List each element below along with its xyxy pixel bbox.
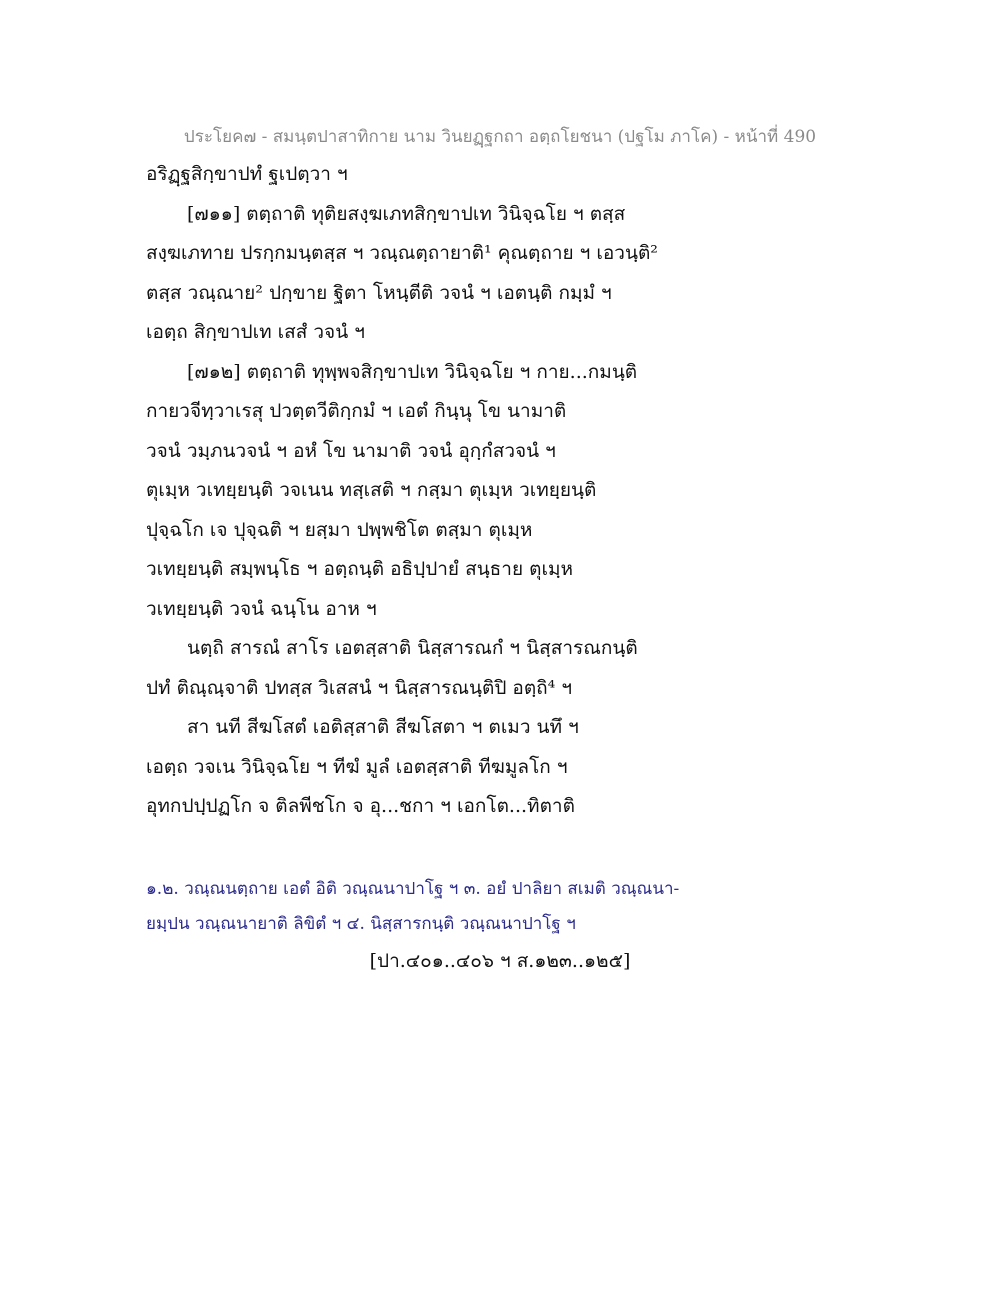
footnotes xyxy=(146,872,866,942)
text-line: นตฺถิ สารณํ สาโร เอตสฺสาติ นิสฺสารณกํ ฯ นิสฺสารณกนฺติ xyxy=(187,637,638,659)
text-line: ตสฺส วณฺณาย² ปกฺขาย ฐิตา โหนฺตีติ วจนํ ฯ เอตนฺติ กมฺมํ ฯ xyxy=(146,281,612,304)
text-line: ตุเมฺห วเทยฺยนฺติ วจเนน ทสฺเสติ ฯ กสฺมา ตุเมฺห วเทยฺยนฺติ xyxy=(146,479,597,501)
source-reference: [ปา.๔๐๑..๔๐๖ ฯ ส.๑๒๓..๑๒๕] xyxy=(369,950,631,972)
footnote-line: ๑.๒. วณฺณนตฺถาย เอตํ อิติ วณฺณนาปาโฐ ฯ ๓. อยํ ปาลิยา สเมติ วณฺณนา- xyxy=(146,879,680,899)
text-line: วเทยฺยนฺติ วจนํ ฉนฺโน อาห ฯ xyxy=(146,597,377,620)
text-line: กายวจีทฺวาเรสุ ปวตฺตวีติกฺกมํ ฯ เอตํ กินฺนุ โข นามาติ xyxy=(146,400,567,422)
footnote-line: ยมฺปน วณฺณนายาติ ลิขิตํ ฯ ๔. นิสฺสารกนฺติ วณฺณนาปาโฐ ฯ xyxy=(146,914,576,934)
text-line: อุทกปปฺปฏโก จ ติลพีชโก จ อุ...ชกา ฯ เอกโต...ทิตาติ xyxy=(146,795,575,817)
text-line: วเทยฺยนฺติ สมฺพนฺโธ ฯ อตฺถนฺติ อธิปฺปายํ สนฺธาย ตุเมฺห xyxy=(146,558,573,580)
text-line: [๗๑๑] ตตฺถาติ ทุติยสงฺฆเภทสิกฺขาปเท วินิจฺฉโย ฯ ตสฺส xyxy=(187,202,626,225)
text-line: ปุจฺฉโก เจ ปุจฺฉติ ฯ ยสฺมา ปพฺพชิโต ตสฺมา ตุเมฺห xyxy=(146,518,533,541)
text-line: [๗๑๒] ตตฺถาติ ทุพฺพจสิกฺขาปเท วินิจฺฉโย ฯ กาย...กมนฺติ xyxy=(187,360,638,383)
text-line: ปทํ ติณฺณฺจาติ ปทสฺส วิเสสนํ ฯ นิสฺสารณนฺติปิ อตฺถิ⁴ ฯ xyxy=(146,676,572,699)
page-header: ประโยค๗ - สมนฺตปาสาทิกาย นาม วินยฏฺฐกถา อตฺถโยชนา (ปฐโม ภาโค) - หน้าที่ 490 xyxy=(183,127,817,147)
text-line: สา นที สีฆโสตํ เอติสฺสาติ สีฆโสตา ฯ ตเมว นทึ ฯ xyxy=(187,716,579,738)
text-line: วจนํ วมฺภนวจนํ ฯ อหํ โข นามาติ วจนํ อุกฺกํสวจนํ ฯ xyxy=(146,439,556,462)
text-line: เอตฺถ วจเน วินิจฺฉโย ฯ ทีฆํ มูลํ เอตสฺสาติ ทีฆมูลโก ฯ xyxy=(146,755,568,778)
body-text xyxy=(146,155,866,827)
text-line: เอตฺถ สิกฺขาปเท เสสํ วจนํ ฯ xyxy=(146,321,365,343)
text-line: สงฺฆเภทาย ปรกฺกมนฺตสฺส ฯ วณฺณตฺถายาติ¹ คุณตฺถาย ฯ เอวนฺติ² xyxy=(146,242,658,264)
text-line: อริฏฺฐสิกฺขาปทํ ฐเปตฺวา ฯ xyxy=(146,163,348,185)
